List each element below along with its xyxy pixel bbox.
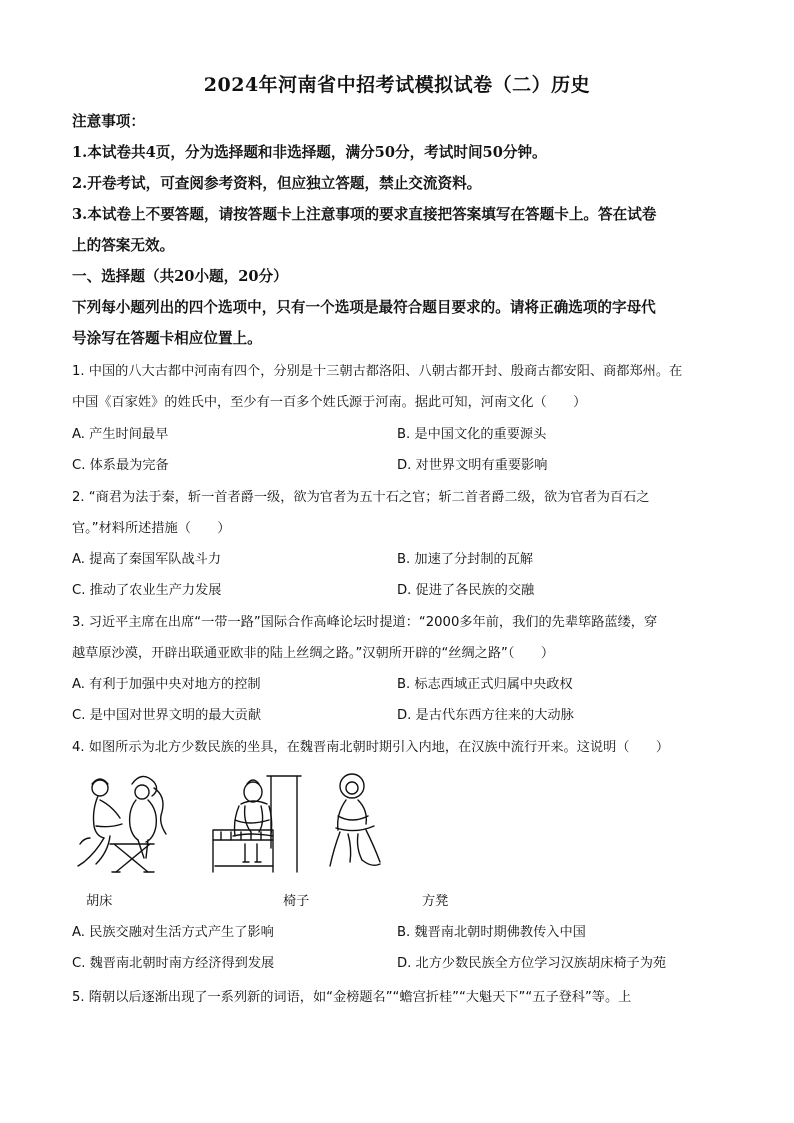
chair-illustration xyxy=(205,770,310,880)
question-2-option-c: C. 推动了农业生产力发展 xyxy=(72,583,222,598)
question-3-option-c: C. 是中国对世界文明的最大贡献 xyxy=(72,708,262,723)
notice-item: 上的答案无效。 xyxy=(72,237,175,254)
figure-caption: 胡床 xyxy=(86,894,113,909)
question-2-stem: 2. “商君为法于秦，斩一首者爵一级，欲为官者为五十石之官；斩二首者爵二级，欲为官者为百石之 xyxy=(72,490,650,505)
section-instruction: 号涂写在答题卡相应位置上。 xyxy=(72,330,262,347)
notice-heading: 注意事项： xyxy=(72,113,145,130)
question-3-stem: 越草原沙漠，开辟出联通亚欧非的陆上丝绸之路。”汉朝所开辟的“丝绸之路”（ ） xyxy=(72,646,555,661)
question-1-option-c: C. 体系最为完备 xyxy=(72,458,169,473)
question-3-stem: 3. 习近平主席在出席“一带一路”国际合作高峰论坛时提道：“2000多年前，我们的先辈筚路蓝缕，穿 xyxy=(72,615,658,630)
fangdeng-illustration xyxy=(322,770,392,880)
huchuang-illustration xyxy=(70,770,180,880)
page-title: 2024年河南省中招考试模拟试卷（二）历史 xyxy=(203,74,591,96)
notice-item: 3.本试卷上不要答题，请按答题卡上注意事项的要求直接把答案填写在答题卡上。答在试卷 xyxy=(72,206,657,223)
question-2-option-d: D. 促进了各民族的交融 xyxy=(397,583,535,598)
question-4-option-c: C. 魏晋南北朝时南方经济得到发展 xyxy=(72,956,275,971)
question-2-option-b: B. 加速了分封制的瓦解 xyxy=(397,552,534,567)
question-2-option-a: A. 提高了秦国军队战斗力 xyxy=(72,552,222,567)
question-4-option-b: B. 魏晋南北朝时期佛教传入中国 xyxy=(397,925,586,940)
question-1-stem: 1. 中国的八大古都中河南有四个，分别是十三朝古都洛阳、八朝古都开封、殷商古都安阳、商都郑州。在 xyxy=(72,364,683,379)
question-1-option-a: A. 产生时间最早 xyxy=(72,427,169,442)
question-5-stem: 5. 隋朝以后逐渐出现了一系列新的词语，如“金榜题名”“蟾宫折桂”“大魁天下”“五子登科”等。上 xyxy=(72,990,632,1005)
notice-item: 1.本试卷共4页，分为选择题和非选择题，满分50分，考试时间50分钟。 xyxy=(72,144,547,161)
section-heading: 一、选择题（共20小题，20分） xyxy=(72,268,288,285)
figure-caption: 方凳 xyxy=(422,894,449,909)
section-instruction: 下列每小题列出的四个选项中，只有一个选项是最符合题目要求的。请将正确选项的字母代 xyxy=(72,299,656,316)
question-3-option-d: D. 是古代东西方往来的大动脉 xyxy=(397,708,574,723)
question-1-option-b: B. 是中国文化的重要源头 xyxy=(397,427,547,442)
question-4-option-a: A. 民族交融对生活方式产生了影响 xyxy=(72,925,274,940)
question-4-option-d: D. 北方少数民族全方位学习汉族胡床椅子为苑 xyxy=(397,956,667,971)
question-3-option-b: B. 标志西域正式归属中央政权 xyxy=(397,677,573,692)
question-2-stem: 官。”材料所述措施（ ） xyxy=(72,521,231,536)
question-3-option-a: A. 有利于加强中央对地方的控制 xyxy=(72,677,261,692)
question-1-option-d: D. 对世界文明有重要影响 xyxy=(397,458,548,473)
figure-caption: 椅子 xyxy=(283,894,310,909)
notice-item: 2.开卷考试，可查阅参考资料，但应独立答题，禁止交流资料。 xyxy=(72,175,482,192)
question-4-stem: 4. 如图所示为北方少数民族的坐具，在魏晋南北朝时期引入内地，在汉族中流行开来。这说明（ ） xyxy=(72,740,670,755)
question-1-stem: 中国《百家姓》的姓氏中，至少有一百多个姓氏源于河南。据此可知，河南文化（ ） xyxy=(72,395,587,410)
